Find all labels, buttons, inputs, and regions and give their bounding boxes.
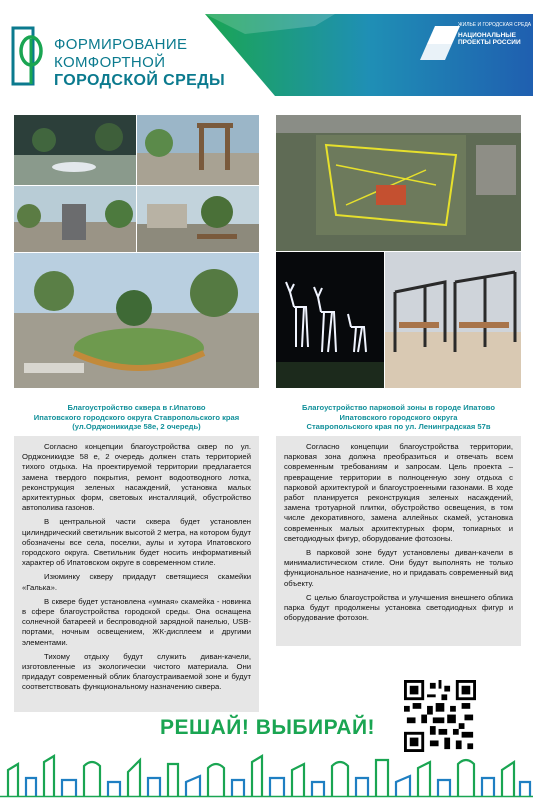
square-render-photo-2: [137, 115, 259, 185]
left-paragraph: Согласно концепции благоустройства сквер по ул. Орджоникидзе 58 е, 2 очередь должен стать территорией тихого отдыха. На проектируемой территории предлагается замена твердого покрытия, ремонт водоотводного лотка, реконструкция зеленых насаждений, установка малых архитектурных форм, световых инсталляций, обустройство автополива газонов.: [22, 442, 251, 513]
left-caption-line-3: (ул.Орджоникидзе 58е, 2 очередь): [72, 422, 201, 431]
banner-text: [458, 22, 532, 46]
logo-icon: [10, 25, 44, 87]
square-render-photo-1: [14, 115, 136, 185]
banner-small-text: ЖИЛЬЕ И ГОРОДСКАЯ СРЕДА: [458, 22, 532, 28]
left-paragraph: В сквере будет установлена «умная» скамейка - новинка в сфере благоустройства городской среды. Она оснащена солнечной батареей и беспроводной зарядной панелью, USB-портами, ночным освещением, ЖК-дисплеем и другими элементами.: [22, 596, 251, 647]
park-swing-sofas-photo: [385, 252, 521, 388]
square-render-photo-4: [137, 186, 259, 252]
banner-big-text: НАЦИОНАЛЬНЫЕ ПРОЕКТЫ РОССИИ: [458, 32, 521, 46]
park-satellite-plan: [276, 115, 521, 251]
square-render-photo-main: [14, 253, 259, 388]
left-caption-line-2: Ипатовского городского округа Ставропольского края: [33, 412, 240, 422]
city-skyline-decoration: [0, 752, 533, 798]
title-line-2: КОМФОРТНОЙ: [54, 54, 166, 71]
left-caption-line-1: Благоустройство сквера в г.Ипатово: [67, 403, 206, 412]
park-led-deer-photo: [276, 252, 384, 388]
left-project-caption: [14, 403, 259, 432]
qr-code-icon[interactable]: [404, 680, 476, 752]
left-paragraph: Тихому отдыху будут служить диван-качели, изготовленные из экологически чистого материала. Они придадут современный облик благоустраиваемой зоне и будут соответствовать функциональному назначению сквера.: [22, 651, 251, 692]
right-paragraph: С целью благоустройства и улучшения внешнего облика парка будут продолжены установка светодиодных фигур и оборудование фотозон.: [284, 592, 513, 623]
left-project-description: [14, 436, 259, 712]
right-project-caption: [276, 403, 521, 432]
left-paragraph: В центральной части сквера будет установлен цилиндрический светильник высотой 2 метра, на котором будут обозначены все села, поселки, аулы и хутора Ипатовского городского округа. Светильник будет носить информативный характер об Ипатовском округе в современном стиле.: [22, 517, 251, 568]
right-paragraph: В парковой зоне будут установлены диван-качели в минималистическом стиле. Они будут выполнять не только функциональное назначение, но и придавать современный вид объекту.: [284, 548, 513, 588]
square-render-photo-3: [14, 186, 136, 252]
page-title: [54, 36, 225, 90]
left-paragraph: Изюминку скверу придадут светящиеся скамейки «Галька».: [22, 572, 251, 592]
right-caption-line-2: Ипатовского городского округа: [339, 412, 458, 422]
title-line-3: ГОРОДСКОЙ СРЕДЫ: [54, 72, 226, 89]
slogan: РЕШАЙ! ВЫБИРАЙ!: [160, 716, 376, 739]
right-caption-line-1: Благоустройство парковой зоны в городе Ипатово: [301, 403, 495, 412]
right-caption-line-3: Ставропольского края по ул. Ленинградская 57в: [306, 422, 491, 431]
title-line-1: ФОРМИРОВАНИЕ: [54, 36, 188, 53]
right-paragraph: Согласно концепции благоустройства территории, парковая зона должна преобразиться и отвечать всем современным требованиям и запросам. Цель проекта – превращение территории в полноценную зону отдыха с парковой архитектурой и благоустроенными газонами. В ходе работ планируется реконструкция зеленых насаждений, замена тротуарной плитки, обустройство освещения, в том числе декоративного, замена аллейных скамей, установка современных малых архитектурных форм, топиарных и светодиодных фигур, оборудование фотозоны.: [284, 442, 513, 543]
right-project-description: [276, 436, 521, 646]
